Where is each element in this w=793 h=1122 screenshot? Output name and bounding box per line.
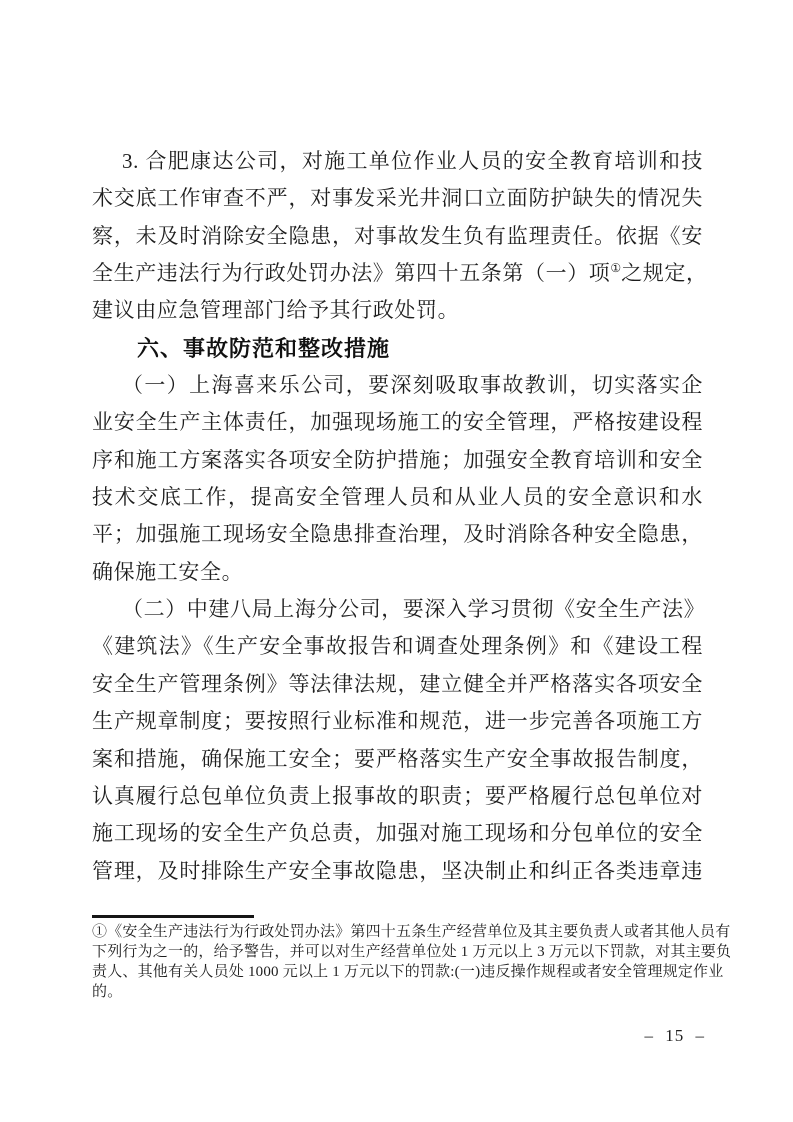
body-line: 案和措施，确保施工安全；要严格落实生产安全事故报告制度， [92, 746, 703, 771]
body-line: 管理，及时排除生产安全事故隐患，坚决制止和纠正各类违章违 [92, 858, 703, 883]
footnote-separator [92, 915, 254, 918]
footnote-line: ①《安全生产违法行为行政处罚办法》第四十五条生产经营单位及其主要负责人或者其他人员有 [92, 924, 731, 940]
body-line: 《建筑法》《生产安全事故报告和调查处理条例》和《建设工程 [92, 634, 703, 659]
body-line: 序和施工方案落实各项安全防护措施；加强安全教育培训和安全 [92, 447, 703, 472]
footnote-line: 的。 [92, 984, 123, 1000]
footnote-line: 责人、其他有关人员处 1000 元以上 1 万元以下的罚款:(一)违反操作规程或者安全管理规定作业 [92, 964, 724, 980]
line-text: 之规定， [621, 261, 708, 286]
page-number: – 15 – [644, 1026, 705, 1045]
body-line: 察，未及时消除安全隐患，对事故发生负有监理责任。依据《安 [92, 223, 703, 248]
footnote-block [92, 922, 732, 1002]
footnote-ref-marker: ① [610, 261, 622, 276]
footnote-line: 下列行为之一的，给予警告，并可以对生产经营单位处 1 万元以上 3 万元以下罚款，对其主要负 [92, 944, 732, 960]
body-line: 业安全生产主体责任，加强现场施工的安全管理，严格按建设程 [92, 410, 703, 435]
body-line: （一）上海喜来乐公司，要深刻吸取事故教训，切实落实企 [122, 373, 703, 398]
body-line [92, 255, 708, 292]
body-line: 建议由应急管理部门给予其行政处罚。 [92, 298, 460, 323]
body-line: 生产规章制度；要按照行业标准和规范，进一步完善各项施工方 [92, 709, 703, 734]
paragraph-2 [92, 367, 703, 591]
body-line: 施工现场的安全生产负总责，加强对施工现场和分包单位的安全 [92, 821, 703, 846]
report-body [92, 143, 708, 890]
section-heading: 六、事故防范和整改措施 [137, 335, 391, 361]
body-line: 3. 合肥康达公司，对施工单位作业人员的安全教育培训和技 [122, 149, 703, 173]
body-line: 术交底工作审查不严，对事发采光井洞口立面防护缺失的情况失 [92, 186, 703, 211]
line-text: 全生产违法行为行政处罚办法》第四十五条第（一）项 [92, 261, 611, 286]
paragraph-1 [92, 143, 708, 330]
body-line: 技术交底工作，提高安全管理人员和从业人员的安全意识和水 [92, 485, 703, 510]
body-line: 安全生产管理条例》等法律法规，建立健全并严格落实各项安全 [92, 671, 703, 696]
body-line: 平；加强施工现场安全隐患排查治理，及时消除各种安全隐患， [92, 522, 703, 547]
body-line: （二）中建八局上海分公司，要深入学习贯彻《安全生产法》 [122, 597, 706, 622]
paragraph-3 [92, 591, 706, 890]
body-line: 认真履行总包单位负责上报事故的职责；要严格履行总包单位对 [92, 783, 703, 808]
body-line: 确保施工安全。 [92, 559, 244, 584]
